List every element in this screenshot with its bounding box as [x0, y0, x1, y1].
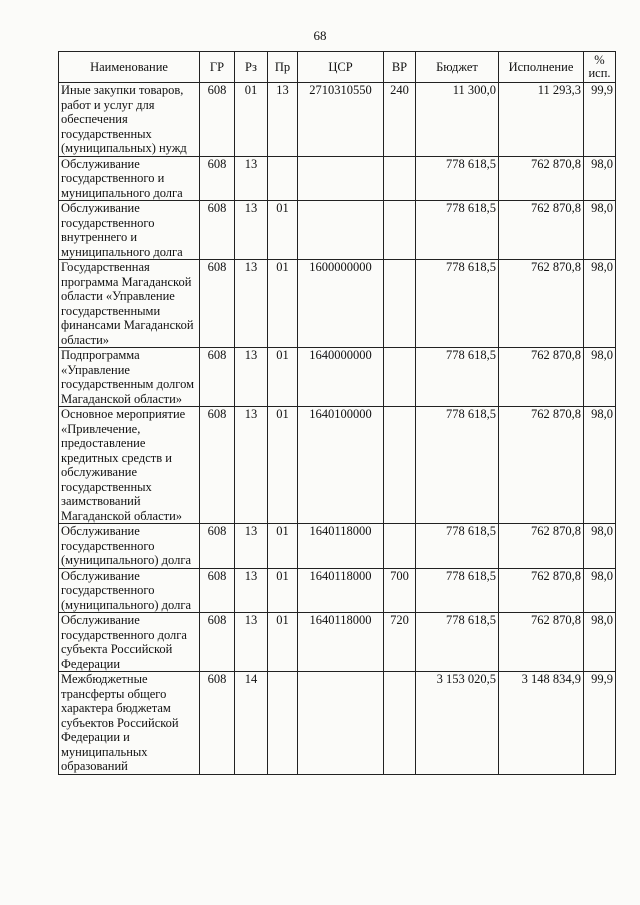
row-gr: 608: [200, 672, 235, 775]
row-pr: 01: [268, 407, 298, 524]
row-budget: 778 618,5: [416, 568, 499, 613]
row-budget: 778 618,5: [416, 613, 499, 672]
budget-execution-table: [58, 51, 616, 775]
row-budget: 778 618,5: [416, 407, 499, 524]
row-name: Обслуживание государственного (муниципального) долга: [59, 524, 200, 569]
table-row: [59, 407, 616, 524]
row-pr: [268, 156, 298, 201]
row-rz: 13: [235, 260, 268, 348]
row-percent: 98,0: [584, 260, 616, 348]
row-csr: [298, 672, 384, 775]
header-vr: ВР: [384, 52, 416, 83]
row-vr: [384, 407, 416, 524]
row-pr: 01: [268, 613, 298, 672]
row-rz: 13: [235, 613, 268, 672]
row-budget: 11 300,0: [416, 83, 499, 157]
table-row: [59, 83, 616, 157]
row-gr: 608: [200, 348, 235, 407]
row-csr: 1640118000: [298, 524, 384, 569]
row-budget: 778 618,5: [416, 260, 499, 348]
table-row: [59, 524, 616, 569]
row-name: Государственная программа Магаданской области «Управление государственными финансами Магаданской области»: [59, 260, 200, 348]
row-vr: 240: [384, 83, 416, 157]
row-execution: 762 870,8: [499, 524, 584, 569]
row-name: Межбюджетные трансферты общего характера бюджетам субъектов Российской Федерации и муниципальных образований: [59, 672, 200, 775]
table-row: [59, 201, 616, 260]
table-row: [59, 613, 616, 672]
header-execution: Исполнение: [499, 52, 584, 83]
row-vr: [384, 260, 416, 348]
header-rz: Рз: [235, 52, 268, 83]
row-vr: [384, 156, 416, 201]
row-rz: 13: [235, 568, 268, 613]
header-percent: % исп.: [584, 52, 616, 83]
row-name: Обслуживание государственного внутреннего и муниципального долга: [59, 201, 200, 260]
row-csr: 1600000000: [298, 260, 384, 348]
row-csr: 1640100000: [298, 407, 384, 524]
row-rz: 13: [235, 348, 268, 407]
page-number: 68: [313, 28, 327, 43]
row-csr: 1640118000: [298, 568, 384, 613]
table-header-row: [59, 52, 616, 83]
row-csr: 1640000000: [298, 348, 384, 407]
row-percent: 98,0: [584, 407, 616, 524]
row-gr: 608: [200, 524, 235, 569]
row-percent: 99,9: [584, 83, 616, 157]
row-execution: 762 870,8: [499, 407, 584, 524]
row-name: Иные закупки товаров, работ и услуг для обеспечения государственных (муниципальных) нужд: [59, 83, 200, 157]
row-vr: [384, 524, 416, 569]
row-name: Обслуживание государственного и муниципального долга: [59, 156, 200, 201]
row-percent: 98,0: [584, 156, 616, 201]
row-percent: 98,0: [584, 613, 616, 672]
row-csr: 2710310550: [298, 83, 384, 157]
table-body: [59, 83, 616, 775]
row-percent: 98,0: [584, 201, 616, 260]
row-execution: 762 870,8: [499, 613, 584, 672]
row-pr: 13: [268, 83, 298, 157]
row-gr: 608: [200, 156, 235, 201]
row-budget: 778 618,5: [416, 201, 499, 260]
header-name: Наименование: [59, 52, 200, 83]
table-row: [59, 156, 616, 201]
row-rz: 13: [235, 407, 268, 524]
row-execution: 3 148 834,9: [499, 672, 584, 775]
row-gr: 608: [200, 568, 235, 613]
row-pr: 01: [268, 348, 298, 407]
row-pr: 01: [268, 260, 298, 348]
row-vr: 700: [384, 568, 416, 613]
row-gr: 608: [200, 613, 235, 672]
row-name: Подпрограмма «Управление государственным долгом Магаданской области»: [59, 348, 200, 407]
row-name: Обслуживание государственного долга субъекта Российской Федерации: [59, 613, 200, 672]
row-vr: [384, 672, 416, 775]
row-execution: 762 870,8: [499, 201, 584, 260]
row-name: Обслуживание государственного (муниципального) долга: [59, 568, 200, 613]
row-percent: 99,9: [584, 672, 616, 775]
row-rz: 13: [235, 156, 268, 201]
row-name: Основное мероприятие «Привлечение, предоставление кредитных средств и обслуживание государственных заимствований Магаданской области»: [59, 407, 200, 524]
row-pr: [268, 672, 298, 775]
row-budget: 778 618,5: [416, 524, 499, 569]
row-rz: 13: [235, 201, 268, 260]
row-execution: 762 870,8: [499, 260, 584, 348]
row-budget: 3 153 020,5: [416, 672, 499, 775]
table-row: [59, 260, 616, 348]
table-row: [59, 568, 616, 613]
row-percent: 98,0: [584, 524, 616, 569]
row-gr: 608: [200, 201, 235, 260]
row-execution: 11 293,3: [499, 83, 584, 157]
row-execution: 762 870,8: [499, 156, 584, 201]
row-pr: 01: [268, 201, 298, 260]
table-row: [59, 348, 616, 407]
row-csr: 1640118000: [298, 613, 384, 672]
row-vr: [384, 201, 416, 260]
row-percent: 98,0: [584, 568, 616, 613]
row-rz: 13: [235, 524, 268, 569]
table-row: [59, 672, 616, 775]
header-csr: ЦСР: [298, 52, 384, 83]
row-percent: 98,0: [584, 348, 616, 407]
row-csr: [298, 201, 384, 260]
row-gr: 608: [200, 83, 235, 157]
row-vr: 720: [384, 613, 416, 672]
header-budget: Бюджет: [416, 52, 499, 83]
row-vr: [384, 348, 416, 407]
row-gr: 608: [200, 260, 235, 348]
row-pr: 01: [268, 524, 298, 569]
header-gr: ГР: [200, 52, 235, 83]
row-rz: 14: [235, 672, 268, 775]
row-execution: 762 870,8: [499, 568, 584, 613]
row-rz: 01: [235, 83, 268, 157]
row-budget: 778 618,5: [416, 156, 499, 201]
row-execution: 762 870,8: [499, 348, 584, 407]
row-csr: [298, 156, 384, 201]
row-gr: 608: [200, 407, 235, 524]
row-pr: 01: [268, 568, 298, 613]
header-pr: Пр: [268, 52, 298, 83]
row-budget: 778 618,5: [416, 348, 499, 407]
